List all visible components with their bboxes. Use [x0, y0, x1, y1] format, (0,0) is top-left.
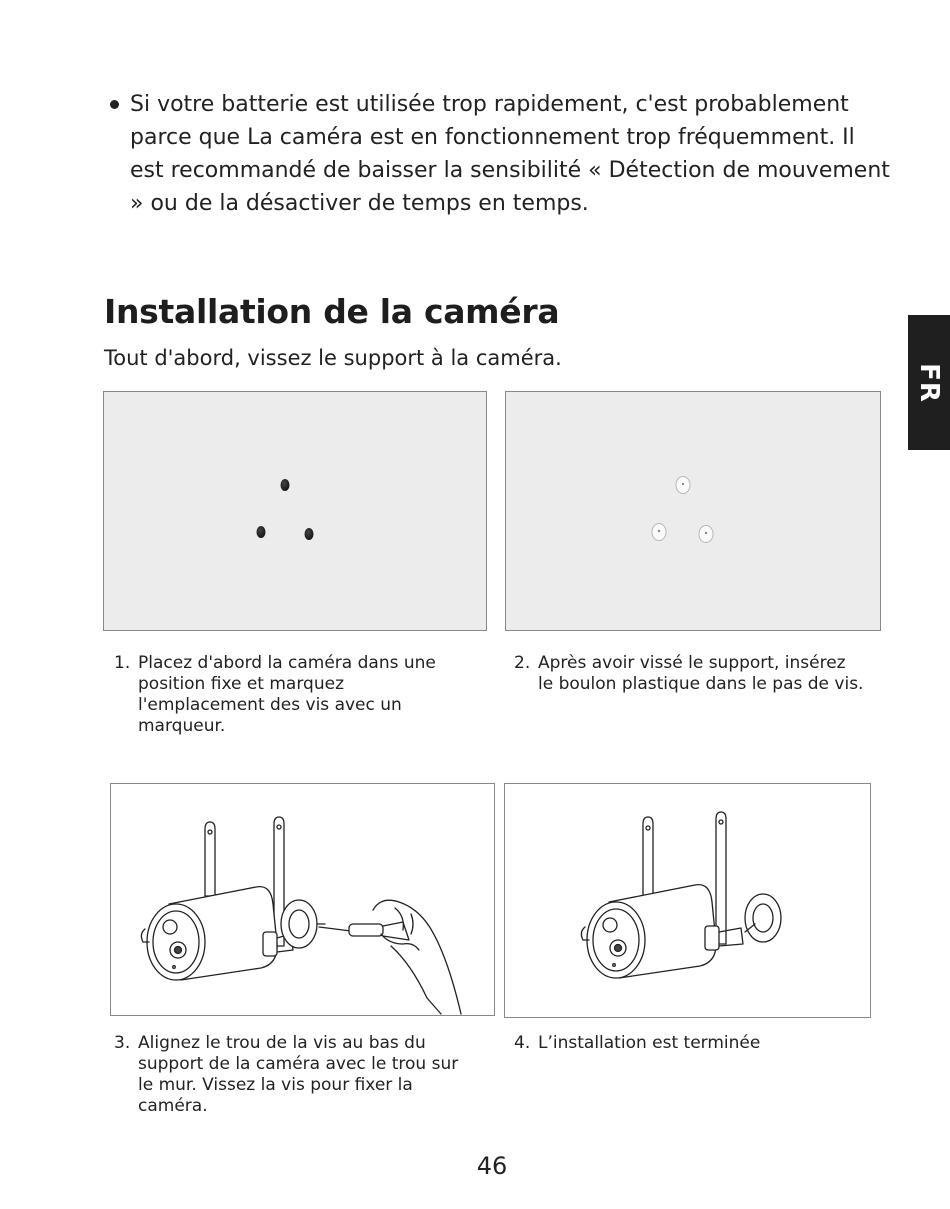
step-text: Après avoir vissé le support, insérez le boulon plastique dans le pas de vis.	[538, 653, 864, 694]
language-tab-label: FR	[914, 362, 944, 403]
step-1-illustration	[103, 391, 487, 631]
step-number: 1.	[114, 653, 131, 673]
camera-icon	[581, 812, 743, 978]
wall-anchor-icon	[699, 526, 713, 543]
step-2-illustration	[505, 391, 881, 631]
step-text: Placez d'abord la caméra dans une position fixe et marquez l'emplacement des vis avec un marqueur.	[138, 653, 436, 736]
language-tab	[908, 315, 950, 450]
step-3	[114, 1033, 476, 1117]
hand-icon	[373, 900, 461, 1014]
screw-mark-icon	[281, 479, 290, 491]
screw-mark-icon	[257, 526, 266, 538]
wall-anchor-icon	[676, 477, 690, 494]
intro-bullet-text: Si votre batterie est utilisée trop rapidement, c'est probablement parce que La caméra est en fonctionnement trop fréquemment. Il est recommandé de baisser la sensibilité « Détection de mouvement » ou de la désactiver de temps en temps.	[130, 92, 890, 216]
step-1	[114, 653, 464, 737]
camera-icon	[141, 817, 293, 980]
wall-bracket-icon	[745, 894, 781, 942]
step-4-illustration	[504, 783, 871, 1018]
step-number: 4.	[514, 1033, 531, 1053]
step-3-illustration	[110, 783, 495, 1016]
screwdriver-icon	[319, 922, 409, 940]
step-number: 2.	[514, 653, 531, 673]
step-4	[514, 1033, 864, 1054]
wall-anchor-icon	[652, 524, 666, 541]
bullet-dot-icon	[110, 100, 119, 109]
page-number: 46	[476, 1152, 508, 1180]
screw-mark-icon	[305, 528, 314, 540]
wall-bracket-icon	[281, 900, 325, 948]
step-number: 3.	[114, 1033, 131, 1053]
step-2	[514, 653, 864, 695]
section-title: Installation de la caméra	[104, 292, 560, 331]
intro-bullet	[104, 88, 894, 220]
section-intro: Tout d'abord, vissez le support à la caméra.	[104, 346, 562, 370]
step-text: Alignez le trou de la vis au bas du support de la caméra avec le trou sur le mur. Vissez la vis pour fixer la caméra.	[138, 1033, 459, 1116]
step-text: L’installation est terminée	[538, 1033, 761, 1053]
